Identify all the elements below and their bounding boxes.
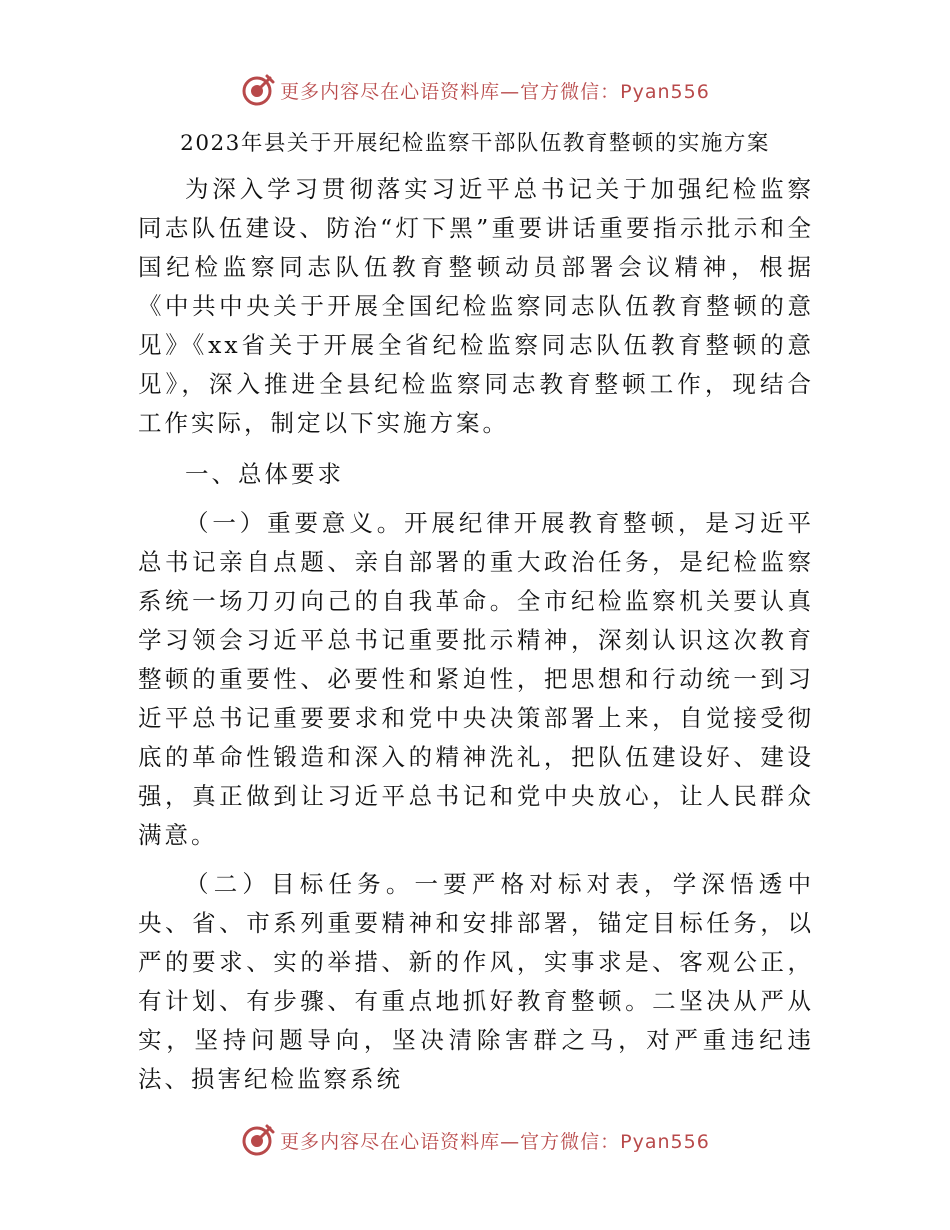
document-title: 2023年县关于开展纪检监察干部队伍教育整顿的实施方案 [180, 131, 770, 156]
intro-paragraph: 为深入学习贯彻落实习近平总书记关于加强纪检监察同志队伍建设、防治“灯下黑”重要讲话重要指示批示和全国纪检监察同志队伍教育整顿动员部署会议精神，根据《中共中央关于开展全国纪检监察同志队伍教育整顿的意见》《xx省关于开展全省纪检监察同志队伍教育整顿的意见》，深入推进全县纪检监察同志教育整顿工作，现结合工作实际，制定以下实施方案。 [138, 175, 814, 437]
document-body [138, 170, 814, 1099]
paragraph-significance: （一）重要意义。开展纪律开展教育整顿，是习近平总书记亲自点题、亲自部署的重大政治任务，是纪检监察系统一场刀刃向己的自我革命。全市纪检监察机关要认真学习领会习近平总书记重要批示精神，深刻认识这次教育整顿的重要性、必要性和紧迫性，把思想和行动统一到习近平总书记重要要求和党中央决策部署上来，自觉接受彻底的革命性锻造和深入的精神洗礼，把队伍建设好、建设强，真正做到让习近平总书记和党中央放心，让人民群众满意。 [138, 509, 814, 849]
header-watermark-banner [0, 70, 950, 110]
watermark-text: 更多内容尽在心语资料库—官方微信：Pyan556 [280, 80, 710, 103]
section-heading: 一、总体要求 [185, 460, 344, 488]
paragraph-objectives: （二）目标任务。一要严格对标对表，学深悟透中央、省、市系列重要精神和安排部署，锚定目标任务，以严的要求、实的举措、新的作风，实事求是、客观公正，有计划、有步骤、有重点地抓好教育整顿。二坚决从严从实，坚持问题导向，坚决清除害群之马，对严重违纪违法、损害纪检监察系统 [138, 870, 814, 1093]
footer-watermark-banner [0, 1120, 950, 1160]
brand-logo-icon [240, 72, 276, 108]
watermark-text: 更多内容尽在心语资料库—官方微信：Pyan556 [280, 1130, 710, 1153]
brand-logo-icon [240, 1122, 276, 1158]
